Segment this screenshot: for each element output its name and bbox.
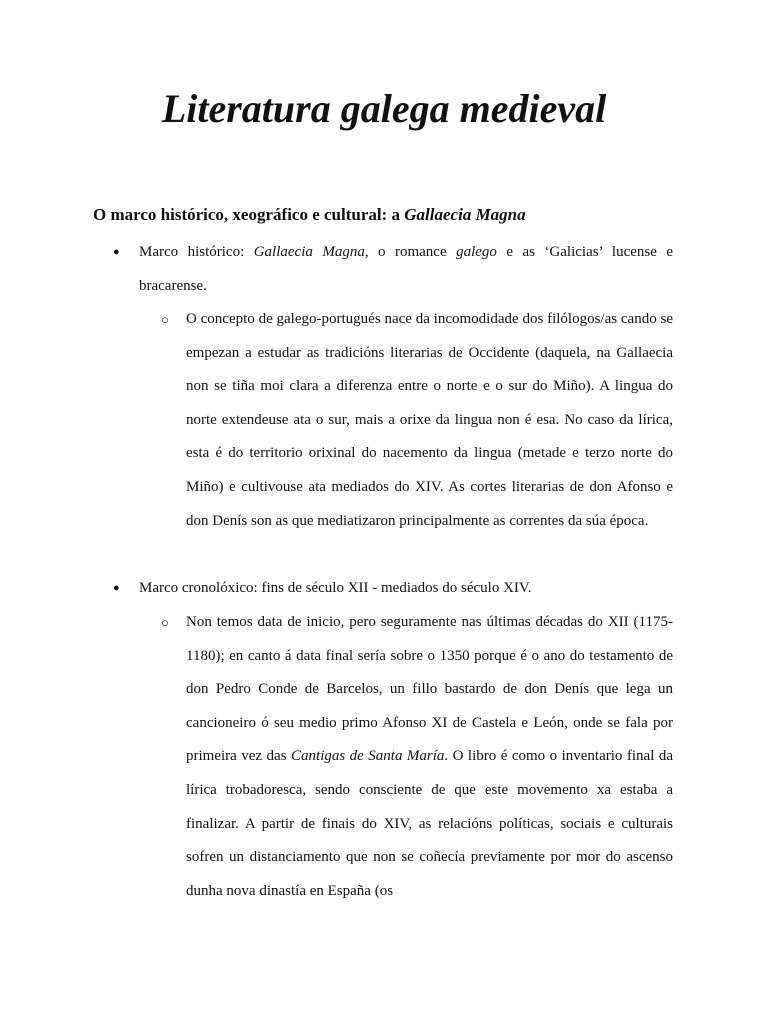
list-item-marco-historico <box>139 236 673 303</box>
section-heading <box>93 203 526 227</box>
item-text: . O libro é como o inventario final da lírica trobadoresca, sendo consciente de que este movemento xa estaba a finalizar. A partir de finais do XIV, as relacións políticas, sociais e culturais sofren un distanciamento que non se coñecía previamente por mor do ascenso dunha nova dinastía en España (os <box>186 748 673 899</box>
bullet-dot-icon: ● <box>113 246 120 258</box>
sub-item-galego-portugues: O concepto de galego-portugués nace da incomodidade dos filólogos/as cando se empezan a estudar as tradicións literarias de Occidente (daquela, na Gallaecia non se tiña moi clara a diferenza entre o norte e o sur do Miño). A lingua do norte extendeuse ata o sur, mais a orixe da lingua non é esa. No caso da lírica, esta é do territorio orixinal do nacemento da lingua (metade e terzo norte do Miño) e cultivouse ata mediados do XIV. As cortes literarias de don Afonso e don Denís son as que mediatizaron principalmente as correntes da súa época. <box>186 311 673 529</box>
section-heading-italic: Gallaecia Magna <box>404 205 526 224</box>
item-text: , o romance <box>364 244 457 260</box>
sub-item-cronoloxia <box>186 606 673 908</box>
bullet-dot-icon: ● <box>113 582 120 594</box>
bullet-circle-icon: ○ <box>161 312 169 327</box>
item-text-italic: Gallaecia Magna <box>253 244 365 260</box>
item-text: Marco histórico: <box>139 244 254 260</box>
item-text: Non temos data de inicio, pero seguramente nas últimas décadas do XII (1175-1180); en canto á data final sería sobre o 1350 porque é o ano do testamento de don Pedro Conde de Barcelos, un fillo bastardo de don Denís que lega un cancioneiro ó seu medio primo Afonso XI de Castela e León, onde se fala por primeira vez das <box>186 614 673 765</box>
item-text: e as ‘Galicias’ lucense e bracarense. <box>139 244 673 294</box>
item-text-italic: Cantigas de Santa María <box>291 748 445 765</box>
document-title: Literatura galega medieval <box>161 86 607 131</box>
bullet-circle-icon: ○ <box>161 615 169 630</box>
section-heading-text: O marco histórico, xeográfico e cultural: a <box>93 205 405 224</box>
item-text-italic: galego <box>456 244 497 260</box>
list-item-marco-cronoloxico: Marco cronolóxico: fins de século XII - mediados do século XIV. <box>139 580 532 596</box>
